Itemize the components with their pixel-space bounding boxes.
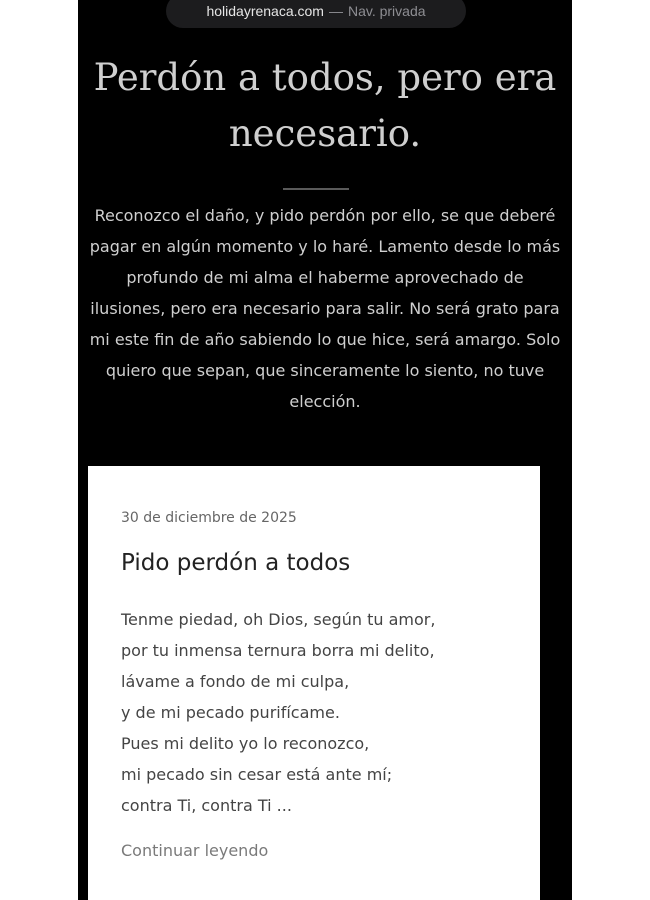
private-browsing-label: Nav. privada [347,3,426,19]
post-excerpt-line: mi pecado sin cesar está ante mí; [121,765,393,784]
continue-reading-link[interactable]: Continuar leyendo [121,841,269,860]
address-bar-url: holidayrenaca.com [206,3,324,19]
post-title[interactable]: Pido perdón a todos [121,550,351,576]
post-excerpt-line: y de mi pecado purifícame. [121,703,340,722]
browser-viewport [78,0,572,900]
post-excerpt-line: contra Ti, contra Ti ... [121,796,292,815]
hero-paragraph: Reconozco el daño, y pido perdón por ello, se que deberé pagar en algún momento y lo haré. Lamento desde lo más profundo de mi alma el haberme aprovechado de ilusiones, pero era necesario para salir. No será grato para mi este fin de año sabiendo lo que hice, será amargo. Solo quiero que sepan, que sinceramente lo siento, no tuve elección. [89,206,561,411]
post-date: 30 de diciembre de 2025 [121,510,297,526]
post-excerpt [121,604,521,821]
post-card [88,466,540,900]
page-title: Perdón a todos, pero era necesario. [93,56,557,155]
post-excerpt-line: Tenme piedad, oh Dios, según tu amor, [121,610,436,629]
post-excerpt-line: por tu inmensa ternura borra mi delito, [121,641,435,660]
address-bar-separator: — [328,3,343,19]
address-bar[interactable] [166,0,466,28]
title-divider [283,188,349,190]
post-excerpt-line: lávame a fondo de mi culpa, [121,672,350,691]
post-excerpt-line: Pues mi delito yo lo reconozco, [121,734,370,753]
